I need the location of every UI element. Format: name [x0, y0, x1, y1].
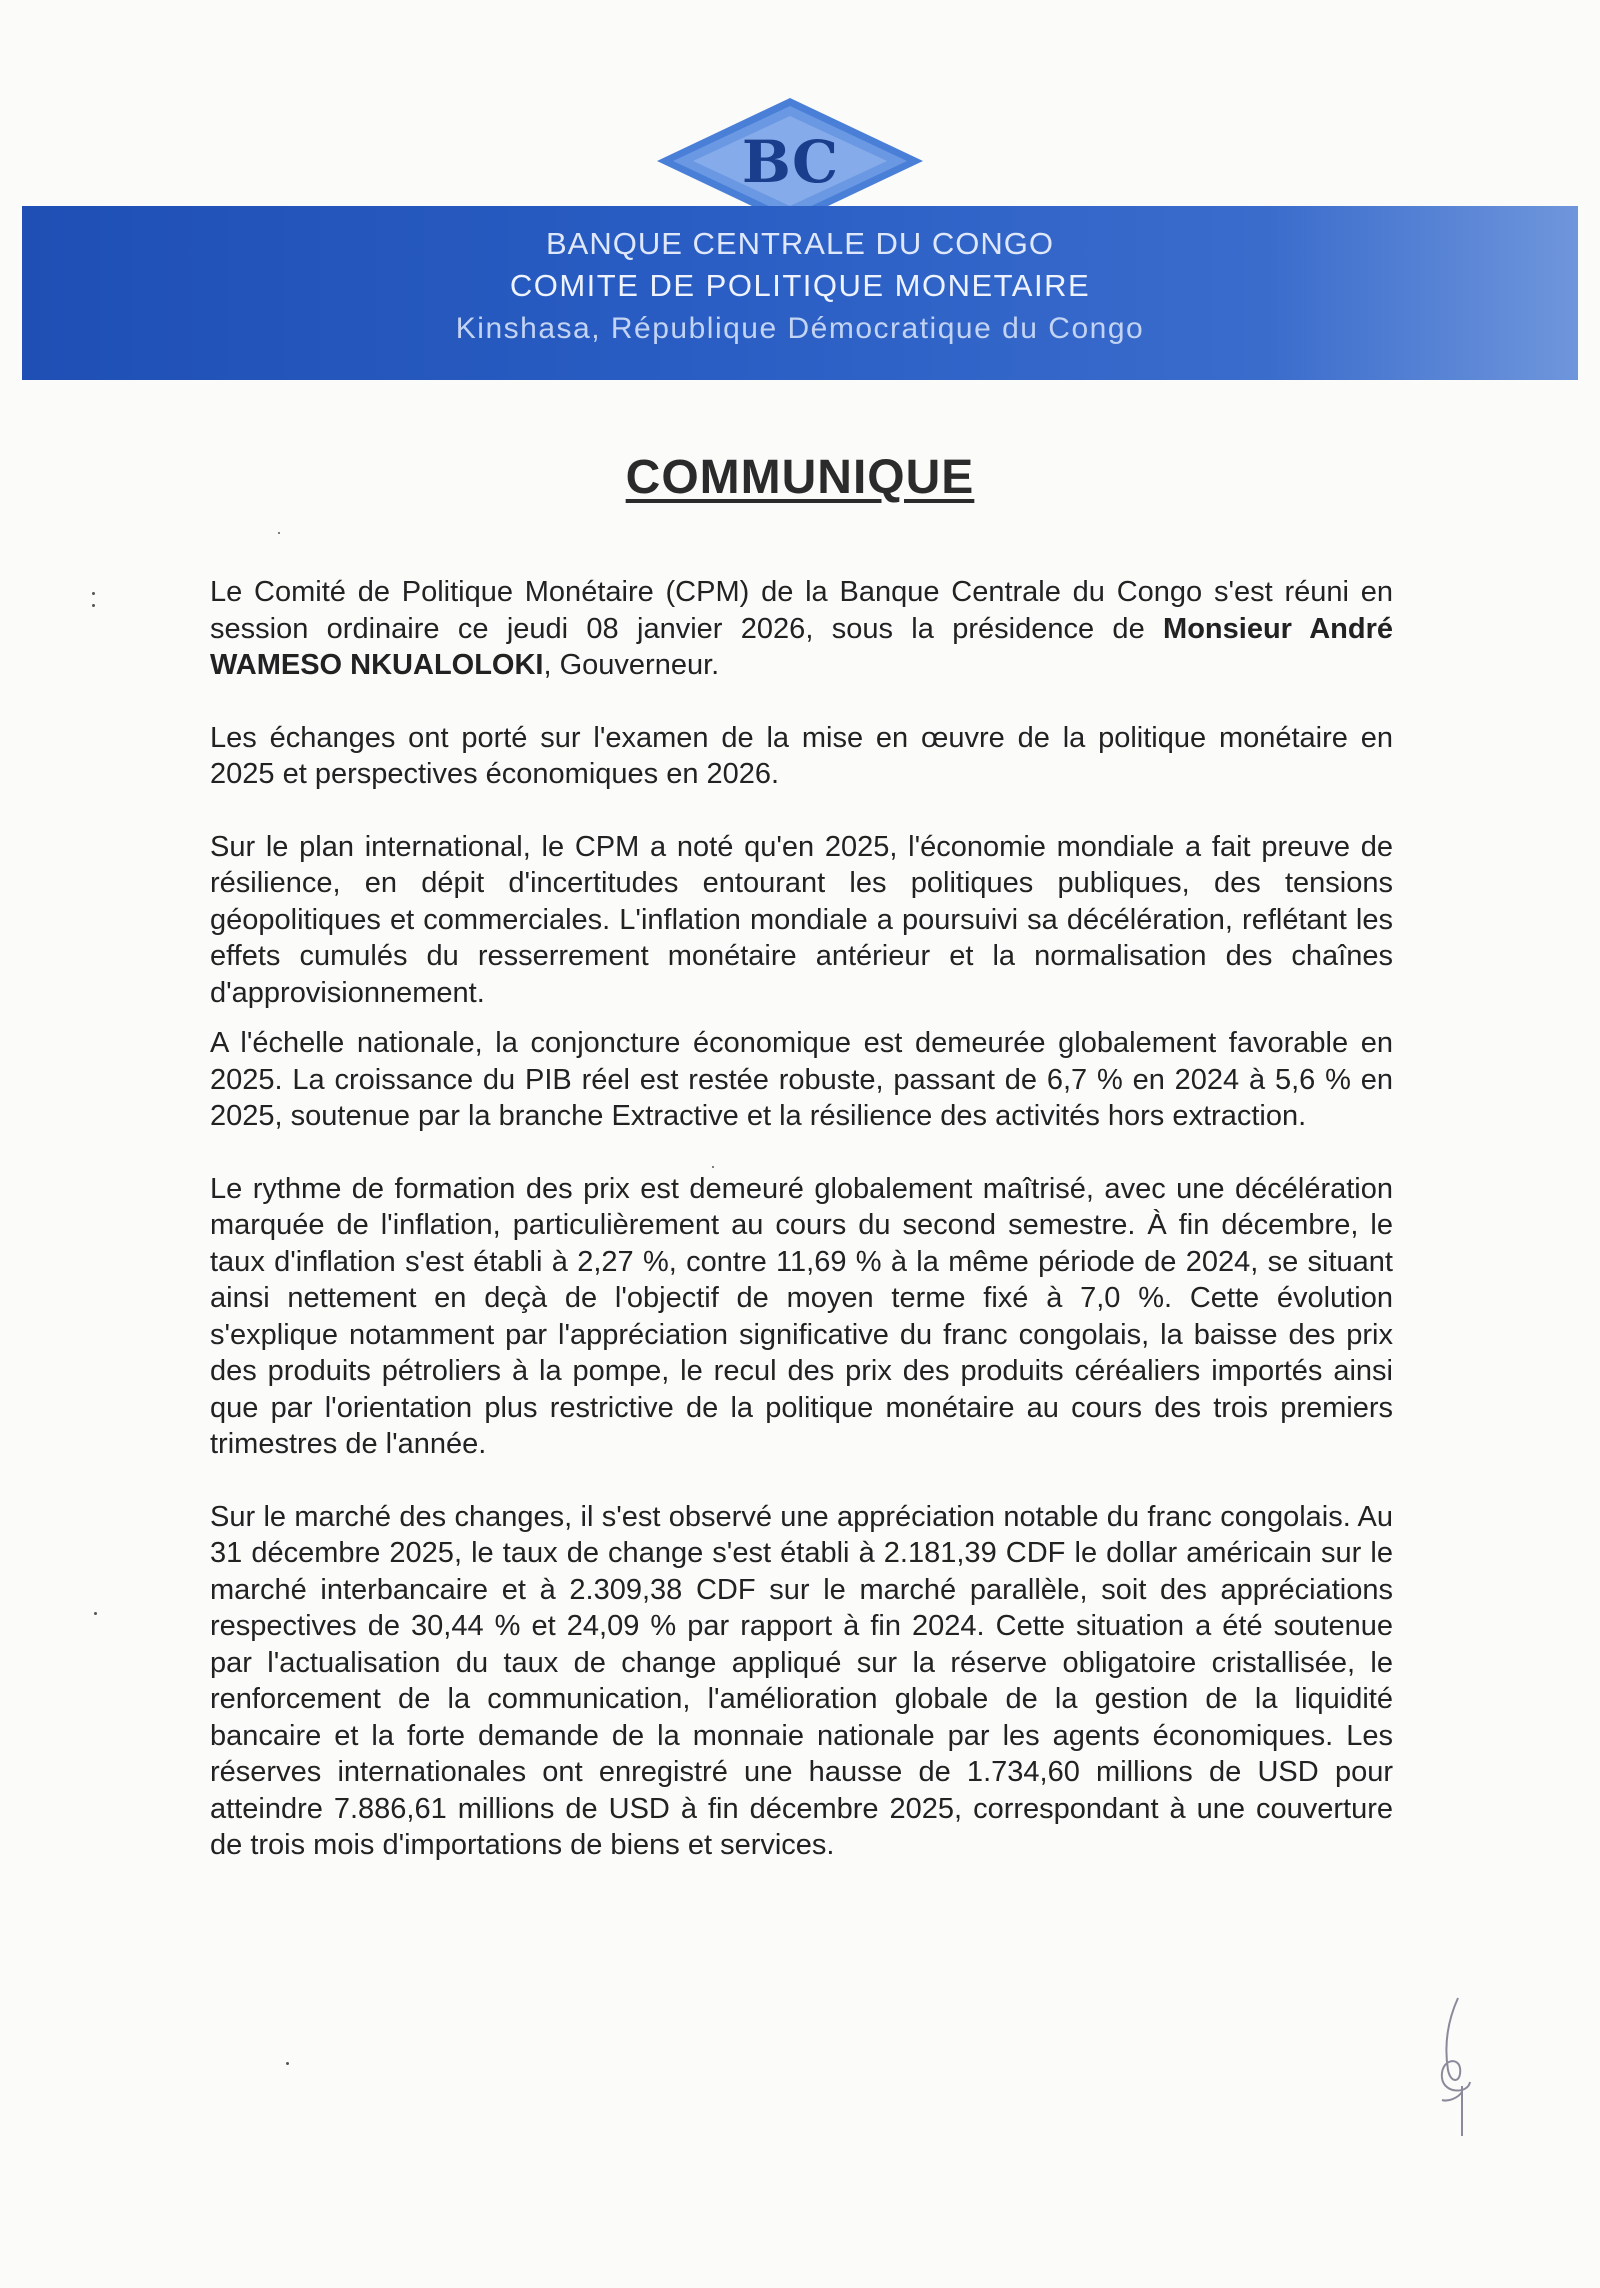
intro-text-after: , Gouverneur.: [543, 649, 720, 681]
bank-name: BANQUE CENTRALE DU CONGO: [545, 226, 1054, 261]
logo-monogram: BC: [741, 128, 839, 196]
location: Kinshasa, République Démocratique du Congo: [455, 312, 1145, 345]
page-title: COMMUNIQUE: [625, 451, 975, 504]
handwritten-signature-icon: [1418, 1990, 1488, 2140]
scan-speck: [278, 532, 280, 534]
scan-speck: [712, 1166, 714, 1168]
paragraph-prices: Le rythme de formation des prix est demeuré globalement maîtrisé, avec une décélération marquée de l'inflation, particulièrement au cours du second semestre. À fin décembre, le taux d'inflation s'est établi à 2,27 %, contre 11,69 % à la même période de 2024, se situant ainsi nettement en deçà de l'objectif de moyen terme fixé à 7,0 %. Cette évolution s'explique notamment par l'appréciation significative du franc congolais, la baisse des prix des produits pétroliers à la pompe, le recul des prix des produits céréaliers importés ainsi que par l'orientation plus restrictive de la politique monétaire au cours des trois premiers trimestres de l'année.: [210, 1172, 1393, 1460]
paragraph-exchange: Sur le marché des changes, il s'est observé une appréciation notable du franc congolais. Au 31 décembre 2025, le taux de change s'est établi à 2.181,39 CDF le dollar américain sur le marché interbancaire et à 2.309,38 CDF sur le marché parallèle, soit des appréciations respectives de 30,44 % et 24,09 % par rapport à fin 2024. Cette situation a été soutenue par l'actualisation du taux de change appliqué sur la réserve obligatoire cristallisée, le renforcement de la communication, l'amélioration globale de la gestion de la liquidité bancaire et la forte demande de la monnaie nationale par les agents économiques. Les réserves internationales ont enregistré une hausse de 1.734,60 millions de USD pour atteindre 7.886,61 millions de USD à fin décembre 2025, correspondant à une couverture de trois mois d'importations de biens et services.: [210, 1500, 1393, 1861]
scan-speck: [94, 1612, 97, 1615]
committee-name: COMITE DE POLITIQUE MONETAIRE: [509, 268, 1091, 303]
paragraph-intro: [210, 574, 1393, 684]
scan-speck: [92, 604, 95, 607]
header-banner: [22, 206, 1578, 380]
paragraph-discussions: Les échanges ont porté sur l'examen de la mise en œuvre de la politique monétaire en 2025 et perspectives économiques en 2026.: [210, 721, 1393, 790]
intro-text-before: Le Comité de Politique Monétaire (CPM) de la Banque Centrale du Congo s'est réuni en session ordinaire ce jeudi 08 janvier 2026, sous la présidence de: [210, 576, 1393, 645]
scan-speck: [92, 592, 95, 595]
communique-body: [210, 574, 1393, 1900]
governor-name: Monsieur André WAMESO NKUALOLOKI: [210, 612, 1393, 681]
paragraph-international: Sur le plan international, le CPM a noté qu'en 2025, l'économie mondiale a fait preuve de résilience, en dépit d'incertitudes entourant les politiques publiques, des tensions géopolitiques et commerciales. L'inflation mondiale a poursuivi sa décélération, reflétant les effets cumulés du resserrement monétaire antérieur et la normalisation des chaînes d'approvisionnement.: [210, 830, 1393, 1009]
paragraph-national: A l'échelle nationale, la conjoncture économique est demeurée globalement favorable en 2025. La croissance du PIB réel est restée robuste, passant de 6,7 % en 2024 à 5,6 % en 2025, soutenue par la branche Extractive et la résilience des activités hors extraction.: [210, 1027, 1393, 1132]
scan-speck: [286, 2062, 289, 2065]
